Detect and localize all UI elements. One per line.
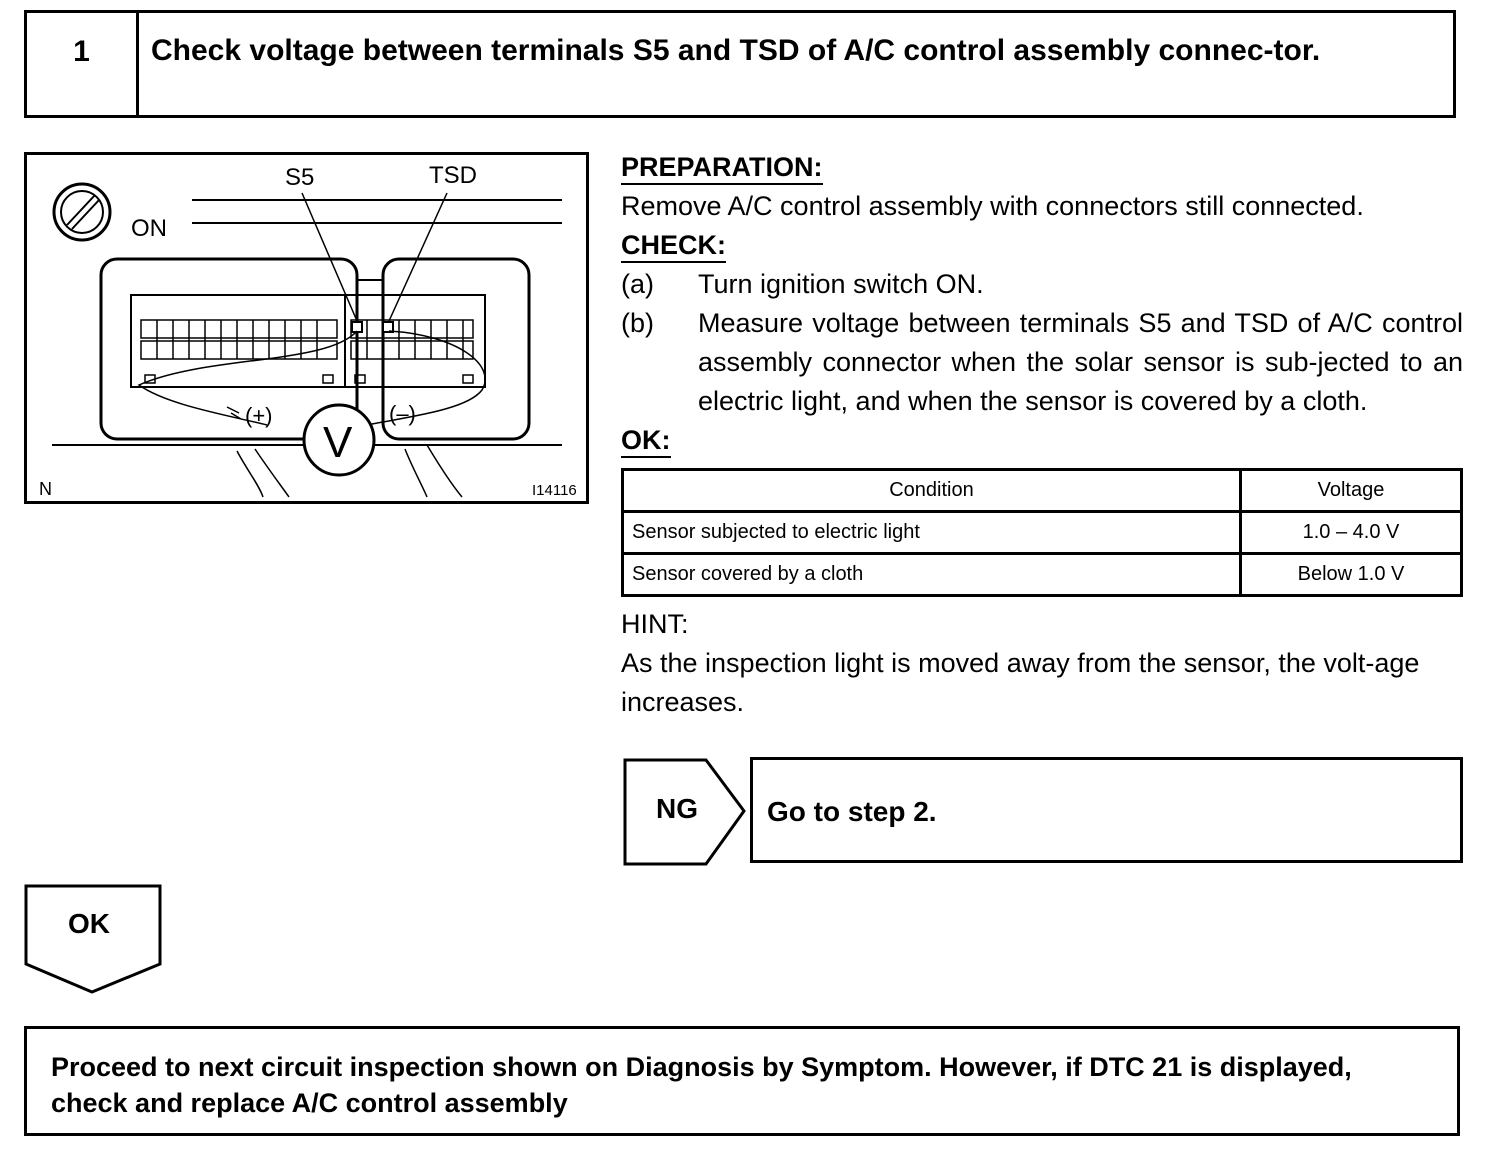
header-voltage: Voltage [1241,470,1462,512]
cell-voltage: Below 1.0 V [1241,554,1462,596]
step-header [24,10,1456,118]
label-minus: (–) [389,401,416,426]
ok-heading: OK: [621,424,671,458]
check-heading: CHECK: [621,229,726,263]
hint-text: As the inspection light is moved away from the sensor, the volt-age increases. [621,648,1420,717]
connector-diagram-svg [27,155,586,501]
preparation-heading: PREPARATION: [621,151,823,185]
label-n: N [39,479,52,499]
check-item-label: (b) [621,308,654,338]
check-item-text: Measure voltage between terminals S5 and TSD of A/C control assembly connector when the solar sensor is sub-jected to an electric light, and when the sensor is covered by a cloth. [698,308,1463,416]
connector-diagram [24,152,589,504]
figure-id: I14116 [532,482,577,499]
table-row [623,554,1462,596]
hint-heading: HINT: [621,609,689,639]
table-header-row [623,470,1462,512]
cell-condition: Sensor subjected to electric light [623,512,1241,554]
instructions-column [621,148,1463,722]
ok-branch [24,884,164,996]
ng-label: NG [656,793,698,824]
header-condition: Condition [623,470,1241,512]
cell-condition: Sensor covered by a cloth [623,554,1241,596]
terminal-s5 [352,322,362,332]
ok-spec-table [621,468,1463,597]
result-box [24,1026,1460,1136]
ok-arrow-shape [24,884,164,996]
check-item-label: (a) [621,269,654,299]
step-number: 1 [27,13,139,115]
check-item-text: Turn ignition switch ON. [698,269,984,299]
table-row [623,512,1462,554]
ok-label: OK [68,908,110,939]
check-item-a [621,265,1463,304]
ng-result-text: Go to step 2. [767,796,937,827]
ng-result-box [750,757,1463,863]
check-item-b [621,304,1463,421]
label-tsd: TSD [429,162,477,189]
label-v: V [323,418,353,467]
label-on: ON [131,215,167,242]
ignition-key-icon [54,184,110,240]
preparation-text: Remove A/C control assembly with connectors still connected. [621,191,1364,221]
step-title: Check voltage between terminals S5 and TSD of A/C control assembly connec-tor. [151,34,1321,67]
result-text: Proceed to next circuit inspection shown on Diagnosis by Symptom. However, if DTC 21 is displayed, check and replace A/C control assembly [51,1052,1352,1118]
label-plus: (+) [245,403,273,428]
ng-branch [622,757,1463,867]
cell-voltage: 1.0 – 4.0 V [1241,512,1462,554]
label-s5: S5 [285,164,315,191]
